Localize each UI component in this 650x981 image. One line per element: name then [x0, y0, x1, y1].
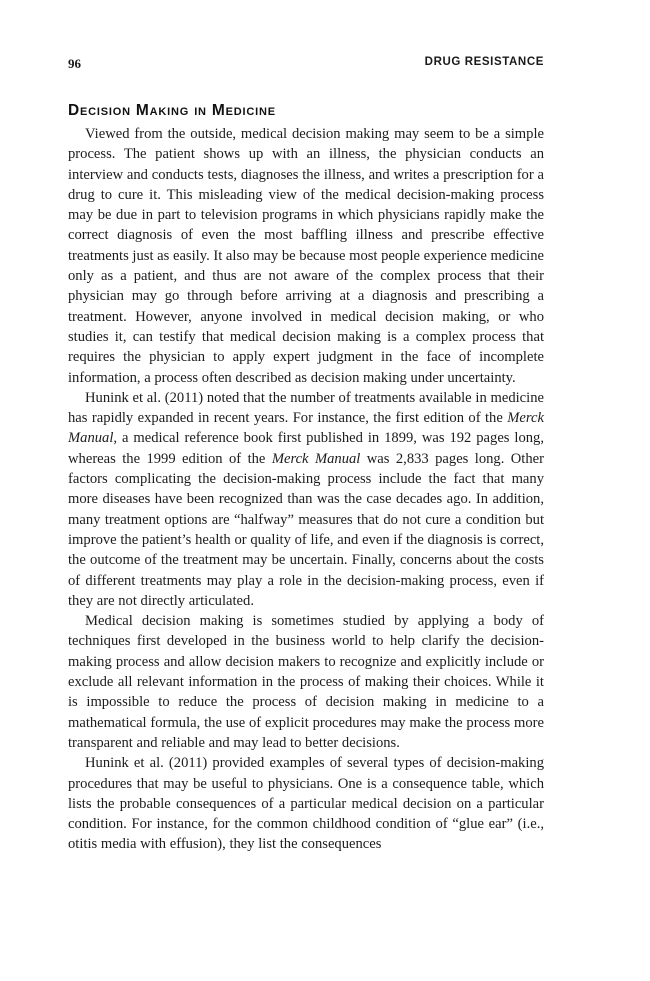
paragraph-3: Medical decision making is sometimes studied by applying a body of techniques first developed in the business world to help clarify the decision-making process and allow decision makers to recognize and explicitly include or exclude all relevant information in the process of making their choices. While it is impossible to reduce the process of decision making in medicine to a mathematical formula, the use of explicit procedures may make the process more transparent and reliable and may lead to better decisions. [68, 613, 544, 751]
paragraph-1: Viewed from the outside, medical decision making may seem to be a simple process. The patient shows up with an illness, the physician conducts an interview and conducts tests, diagnoses the illness, and writes a prescription for a drug to cure it. This misleading view of the medical decision-making process may be due in part to television programs in which physicians rapidly make the correct diagnosis of even the most baffling illness and prescribe effective treatments just as easily. It also may be because most people experience medicine only as a patient, and thus are not aware of the complex process that their physician may go through before arriving at a diagnosis and prescribing a treatment. However, anyone involved in medical decision making, or who studies it, can testify that medical decision making is a complex process that requires the physician to apply expert judgment in the face of incomplete information, a process often described as decision making under uncertainty. [68, 126, 545, 386]
merck-manual-title: Merck Manual [68, 410, 544, 447]
paragraph-2-text-c: was 2,833 pages long. Other factors complicating the decision-making process include the fact that many more diseases have been recognized than was the case decades ago. In addition, many treatment options are “halfway” measures that do not cure a condition but improve the patient’s health or quality of life, and even if the diagnosis is correct, the outcome of the treatment may be uncertain. Finally, concerns about the costs of different treatments may play a role in the decision-making process, even if they are not directly articulated. [68, 450, 544, 609]
running-head: DRUG RESISTANCE [424, 56, 544, 68]
section-heading: Decision Making in Medicine [68, 102, 276, 119]
paragraph-2-text-b: , a medical reference book first published in 1899, was 192 pages long, whereas the 1999 edition of the [68, 430, 544, 467]
paragraph-2 [68, 388, 544, 611]
body-text [68, 124, 544, 855]
page-number: 96 [68, 56, 81, 71]
paragraph-2-text-a: Hunink et al. (2011) noted that the number of treatments available in medicine has rapidly expanded in recent years. For instance, the first edition of the [68, 389, 544, 427]
merck-manual-title-2: Merck Manual [271, 450, 361, 467]
paragraph-4: Hunink et al. (2011) provided examples of several types of decision-making procedures that may be useful to physicians. One is a consequence table, which lists the probable consequences of a particular medical decision on a particular condition. For instance, for the common childhood condition of “glue ear” (i.e., otitis media with effusion), they list the consequences [68, 755, 544, 853]
page-header [68, 56, 544, 72]
